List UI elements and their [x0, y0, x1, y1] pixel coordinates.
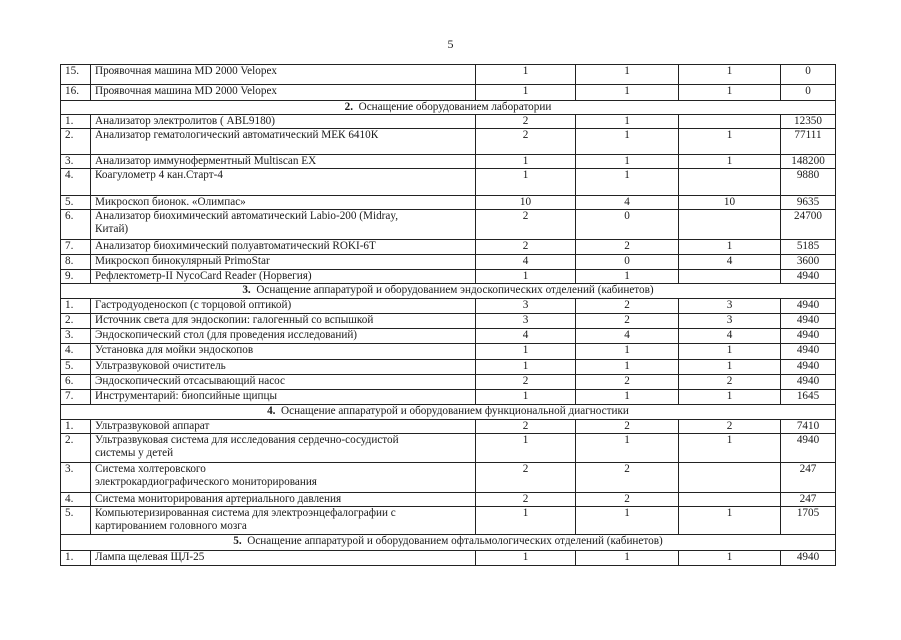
quantity-col-2: 2 [576, 375, 679, 390]
equipment-name-line: Система мониторирования артериального давления [95, 493, 342, 505]
table-row [61, 255, 836, 270]
quantity-col-3: 3 [679, 314, 781, 329]
section-number: 4. [267, 405, 276, 417]
equipment-name-line: системы у детей [95, 447, 174, 459]
quantity-col-3: 3 [679, 299, 781, 314]
row-number: 1. [61, 115, 91, 129]
table-row [61, 463, 836, 493]
equipment-name [91, 493, 476, 507]
quantity-col-1: 1 [476, 169, 576, 196]
section-number: 5. [233, 535, 242, 547]
total-value: 24700 [781, 210, 836, 240]
table-row [61, 155, 836, 169]
quantity-col-3: 1 [679, 155, 781, 169]
quantity-col-3: 2 [679, 375, 781, 390]
quantity-col-2: 2 [576, 420, 679, 434]
row-number: 3. [61, 329, 91, 344]
equipment-name [91, 420, 476, 434]
equipment-name [91, 115, 476, 129]
equipment-name [91, 360, 476, 375]
equipment-name [91, 507, 476, 535]
quantity-col-2: 1 [576, 434, 679, 463]
table-row [61, 299, 836, 314]
equipment-name-line: Коагулометр 4 кан.Старт-4 [95, 169, 223, 181]
equipment-name-line: картированием головного мозга [95, 520, 247, 532]
quantity-col-2: 4 [576, 329, 679, 344]
equipment-name [91, 299, 476, 314]
row-number: 1. [61, 420, 91, 434]
row-number: 16. [61, 85, 91, 101]
quantity-col-1: 1 [476, 155, 576, 169]
quantity-col-3: 1 [679, 65, 781, 85]
quantity-col-3: 1 [679, 390, 781, 405]
quantity-col-2: 2 [576, 463, 679, 493]
row-number: 3. [61, 463, 91, 493]
total-value: 4940 [781, 434, 836, 463]
table-row [61, 551, 836, 566]
total-value: 1705 [781, 507, 836, 535]
total-value: 1645 [781, 390, 836, 405]
quantity-col-2: 1 [576, 360, 679, 375]
section-title: Оснащение аппаратурой и оборудованием функциональной диагностики [281, 405, 629, 417]
equipment-name-line: Установка для мойки эндоскопов [95, 344, 254, 356]
table-row [61, 65, 836, 85]
table-row [61, 493, 836, 507]
total-value: 4940 [781, 299, 836, 314]
quantity-col-2: 0 [576, 255, 679, 270]
quantity-col-2: 1 [576, 169, 679, 196]
total-value: 5185 [781, 240, 836, 255]
row-number: 4. [61, 169, 91, 196]
table-row [61, 420, 836, 434]
quantity-col-2: 1 [576, 390, 679, 405]
quantity-col-2: 1 [576, 85, 679, 101]
total-value: 4940 [781, 551, 836, 566]
quantity-col-2: 4 [576, 196, 679, 210]
quantity-col-1: 3 [476, 299, 576, 314]
quantity-col-1: 1 [476, 390, 576, 405]
quantity-col-1: 1 [476, 65, 576, 85]
total-value: 247 [781, 493, 836, 507]
equipment-name [91, 344, 476, 360]
total-value: 9880 [781, 169, 836, 196]
total-value: 4940 [781, 375, 836, 390]
equipment-name [91, 210, 476, 240]
quantity-col-3 [679, 493, 781, 507]
equipment-name-line: Эндоскопический отсасывающий насос [95, 375, 286, 387]
quantity-col-3: 1 [679, 507, 781, 535]
equipment-name [91, 155, 476, 169]
equipment-name-line: Анализатор электролитов ( ABL9180) [95, 115, 276, 127]
total-value: 4940 [781, 329, 836, 344]
equipment-name [91, 314, 476, 329]
table-row [61, 390, 836, 405]
row-number: 7. [61, 390, 91, 405]
quantity-col-2: 2 [576, 299, 679, 314]
quantity-col-1: 2 [476, 420, 576, 434]
section-number: 2. [344, 101, 354, 113]
row-number: 1. [61, 551, 91, 566]
row-number: 9. [61, 270, 91, 284]
section-header [61, 101, 836, 115]
quantity-col-1: 3 [476, 314, 576, 329]
equipment-name [91, 551, 476, 566]
total-value: 77111 [781, 129, 836, 155]
quantity-col-1: 1 [476, 344, 576, 360]
total-value: 12350 [781, 115, 836, 129]
equipment-name [91, 169, 476, 196]
quantity-col-1: 10 [476, 196, 576, 210]
total-value: 0 [781, 65, 836, 85]
equipment-name-line: Гастродуоденоскоп (с торцовой оптикой) [95, 299, 292, 311]
equipment-name [91, 390, 476, 405]
table-row [61, 129, 836, 155]
row-number: 2. [61, 314, 91, 329]
row-number: 8. [61, 255, 91, 270]
table-row [61, 314, 836, 329]
table-row [61, 210, 836, 240]
equipment-name-line: Анализатор биохимический полуавтоматический ROKI-6T [95, 240, 376, 252]
quantity-col-1: 2 [476, 240, 576, 255]
table-row [61, 434, 836, 463]
equipment-name [91, 375, 476, 390]
quantity-col-3 [679, 115, 781, 129]
section-title: Оснащение аппаратурой и оборудованием офтальмологических отделений (кабинетов) [247, 535, 663, 547]
section-header [61, 535, 836, 551]
equipment-name-line: Лампа щелевая ЩЛ-25 [95, 551, 205, 563]
row-number: 5. [61, 507, 91, 535]
quantity-col-3: 1 [679, 129, 781, 155]
equipment-name [91, 129, 476, 155]
total-value: 4940 [781, 360, 836, 375]
equipment-name-line: Анализатор гематологический автоматический МЕК 6410К [95, 129, 379, 141]
equipment-name-line: Инструментарий: биопсийные щипцы [95, 390, 278, 402]
quantity-col-3: 10 [679, 196, 781, 210]
quantity-col-1: 2 [476, 493, 576, 507]
equipment-name [91, 240, 476, 255]
quantity-col-3: 1 [679, 85, 781, 101]
quantity-col-3 [679, 270, 781, 284]
quantity-col-1: 4 [476, 255, 576, 270]
total-value: 9635 [781, 196, 836, 210]
row-number: 5. [61, 196, 91, 210]
total-value: 3600 [781, 255, 836, 270]
quantity-col-2: 1 [576, 507, 679, 535]
total-value: 4940 [781, 344, 836, 360]
table-row [61, 115, 836, 129]
total-value: 4940 [781, 270, 836, 284]
quantity-col-1: 1 [476, 434, 576, 463]
quantity-col-3 [679, 463, 781, 493]
section-header-row [61, 405, 836, 420]
quantity-col-2: 2 [576, 493, 679, 507]
quantity-col-2: 1 [576, 115, 679, 129]
quantity-col-1: 2 [476, 463, 576, 493]
equipment-name-line: электрокардиографического мониторирования [95, 476, 317, 488]
equipment-name-line: Система холтеровского [95, 463, 206, 475]
row-number: 1. [61, 299, 91, 314]
equipment-name [91, 329, 476, 344]
quantity-col-1: 2 [476, 129, 576, 155]
equipment-name-line: Ультразвуковой очиститель [95, 360, 226, 372]
quantity-col-2: 1 [576, 344, 679, 360]
table-row [61, 360, 836, 375]
quantity-col-3: 4 [679, 255, 781, 270]
equipment-name-line: Ультразвуковая система для исследования сердечно-сосудистой [95, 434, 399, 446]
equipment-name-line: Микроскоп бинокулярный PrimoStar [95, 255, 270, 267]
row-number: 2. [61, 434, 91, 463]
equipment-name-line: Компьютеризированная система для электроэнцефалографии с [95, 507, 396, 519]
total-value: 4940 [781, 314, 836, 329]
row-number: 6. [61, 210, 91, 240]
section-title: Оснащение оборудованием лаборатории [358, 101, 552, 113]
section-header [61, 405, 836, 420]
table-row [61, 270, 836, 284]
table-row [61, 196, 836, 210]
section-header-row [61, 284, 836, 299]
quantity-col-3: 2 [679, 420, 781, 434]
section-header-row [61, 535, 836, 551]
table-row [61, 85, 836, 101]
quantity-col-3: 1 [679, 551, 781, 566]
total-value: 148200 [781, 155, 836, 169]
quantity-col-2: 1 [576, 551, 679, 566]
quantity-col-1: 1 [476, 270, 576, 284]
equipment-table [60, 64, 836, 566]
row-number: 3. [61, 155, 91, 169]
quantity-col-1: 2 [476, 375, 576, 390]
equipment-name [91, 65, 476, 85]
section-header-row [61, 101, 836, 115]
equipment-name-line: Рефлектометр-II NycoCard Reader (Норвегия) [95, 270, 312, 282]
row-number: 15. [61, 65, 91, 85]
quantity-col-2: 0 [576, 210, 679, 240]
page-number: 5 [447, 37, 454, 51]
equipment-name-line: Микроскоп бионок. «Олимпас» [95, 196, 246, 208]
equipment-name [91, 85, 476, 101]
equipment-name-line: Анализатор биохимический автоматический Labio-200 (Midray, [95, 210, 399, 222]
quantity-col-1: 1 [476, 360, 576, 375]
section-header [61, 284, 836, 299]
quantity-col-2: 1 [576, 155, 679, 169]
table-row [61, 329, 836, 344]
row-number: 4. [61, 344, 91, 360]
quantity-col-2: 1 [576, 65, 679, 85]
equipment-name [91, 434, 476, 463]
quantity-col-3 [679, 169, 781, 196]
section-number: 3. [242, 284, 251, 296]
equipment-name-line: Анализатор иммуноферментный Multiscan EX [95, 155, 317, 167]
quantity-col-1: 4 [476, 329, 576, 344]
quantity-col-1: 2 [476, 210, 576, 240]
equipment-name-line: Эндоскопический стол (для проведения исследований) [95, 329, 358, 341]
row-number: 4. [61, 493, 91, 507]
quantity-col-2: 1 [576, 270, 679, 284]
table-row [61, 169, 836, 196]
quantity-col-1: 1 [476, 507, 576, 535]
equipment-name-line: Китай) [95, 223, 129, 235]
row-number: 5. [61, 360, 91, 375]
equipment-name-line: Источник света для эндоскопии: галогенный со вспышкой [95, 314, 374, 326]
quantity-col-3: 1 [679, 434, 781, 463]
total-value: 0 [781, 85, 836, 101]
quantity-col-1: 1 [476, 85, 576, 101]
quantity-col-2: 2 [576, 240, 679, 255]
row-number: 6. [61, 375, 91, 390]
equipment-name-line: Ультразвуковой аппарат [95, 420, 210, 432]
equipment-table-body [61, 65, 836, 566]
row-number: 7. [61, 240, 91, 255]
equipment-name [91, 270, 476, 284]
quantity-col-3 [679, 210, 781, 240]
quantity-col-1: 2 [476, 115, 576, 129]
equipment-name-line: Проявочная машина MD 2000 Velopex [95, 65, 278, 77]
quantity-col-3: 1 [679, 344, 781, 360]
table-row [61, 507, 836, 535]
table-row [61, 344, 836, 360]
quantity-col-3: 1 [679, 360, 781, 375]
table-row [61, 375, 836, 390]
quantity-col-3: 1 [679, 240, 781, 255]
section-title: Оснащение аппаратурой и оборудованием эндоскопических отделений (кабинетов) [256, 284, 654, 296]
total-value: 7410 [781, 420, 836, 434]
quantity-col-3: 4 [679, 329, 781, 344]
quantity-col-1: 1 [476, 551, 576, 566]
table-row [61, 240, 836, 255]
equipment-name-line: Проявочная машина MD 2000 Velopex [95, 85, 278, 97]
quantity-col-2: 2 [576, 314, 679, 329]
equipment-name [91, 196, 476, 210]
equipment-name [91, 463, 476, 493]
quantity-col-2: 1 [576, 129, 679, 155]
total-value: 247 [781, 463, 836, 493]
row-number: 2. [61, 129, 91, 155]
equipment-name [91, 255, 476, 270]
